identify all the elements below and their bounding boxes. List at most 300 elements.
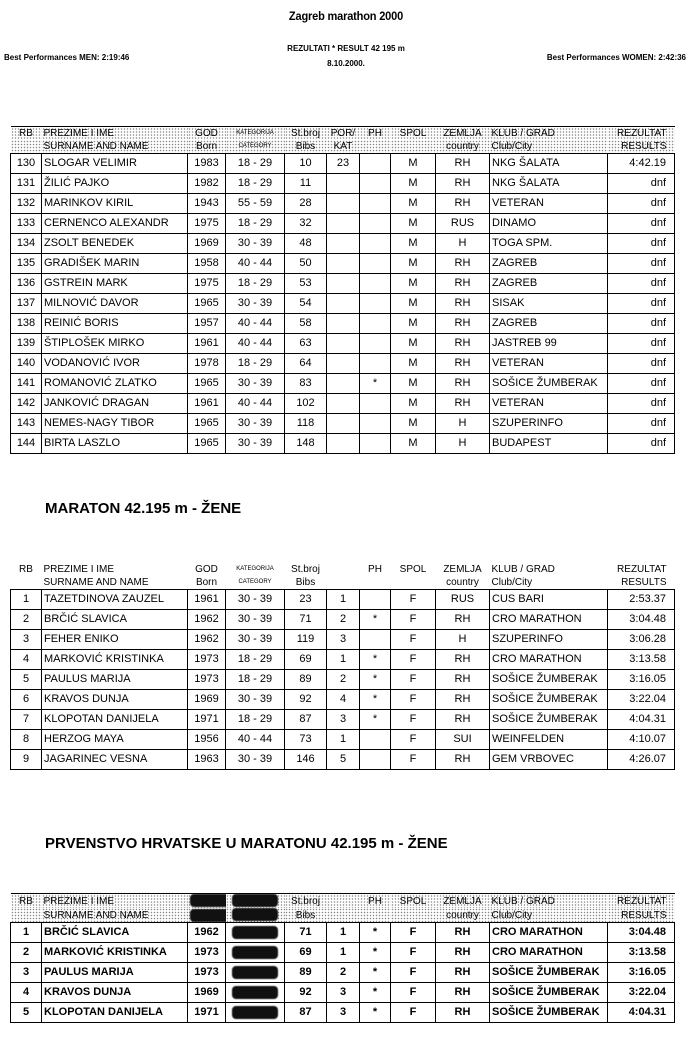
year-cell: 1973 <box>188 963 226 983</box>
col-header-club: KLUB / GRAD <box>490 127 608 141</box>
year-cell: 1965 <box>188 294 226 314</box>
result-cell: dnf <box>608 434 675 454</box>
name-cell: KRAVOS DUNJA <box>42 690 188 710</box>
table-row <box>11 943 675 963</box>
sex-cell: M <box>391 194 436 214</box>
position-cell: 2 <box>327 963 360 983</box>
country-cell: RH <box>436 394 490 414</box>
table-row <box>11 434 675 454</box>
ph-cell: * <box>360 1003 391 1023</box>
table-row <box>11 234 675 254</box>
year-cell: 1961 <box>188 394 226 414</box>
championship-results-table <box>10 893 675 1023</box>
name-cell: FEHER ENIKO <box>42 630 188 650</box>
position-cell: 3 <box>327 710 360 730</box>
col-header-sex: SPOL <box>399 564 427 575</box>
country-cell: RH <box>436 963 490 983</box>
rank-cell: 134 <box>11 234 42 254</box>
col-subheader-category <box>226 908 285 923</box>
table-row <box>11 650 675 670</box>
rank-cell: 8 <box>11 730 42 750</box>
col-subheader-name: SURNAME AND NAME <box>42 576 188 590</box>
redaction-mark <box>232 908 278 921</box>
ph-cell <box>360 294 391 314</box>
result-cell: dnf <box>608 314 675 334</box>
sex-cell: F <box>391 710 436 730</box>
category-cell: 30 - 39 <box>226 690 285 710</box>
sex-cell: M <box>391 434 436 454</box>
name-cell: GRADIŠEK MARIN <box>42 254 188 274</box>
year-cell: 1975 <box>188 274 226 294</box>
col-header-name: PREZIME I IME <box>42 127 188 141</box>
category-cell: 30 - 39 <box>226 610 285 630</box>
name-cell: JANKOVIĆ DRAGAN <box>42 394 188 414</box>
col-subheader-bib: Bibs <box>285 908 327 923</box>
country-cell: RH <box>436 334 490 354</box>
result-cell: dnf <box>608 334 675 354</box>
country-cell: RH <box>436 174 490 194</box>
country-cell: RH <box>436 610 490 630</box>
col-header-country: ZEMLJA <box>436 894 490 909</box>
category-cell: 18 - 29 <box>226 214 285 234</box>
name-cell: GSTREIN MARK <box>42 274 188 294</box>
bib-cell: 54 <box>285 294 327 314</box>
position-cell: 1 <box>327 650 360 670</box>
sex-cell: M <box>391 374 436 394</box>
position-cell <box>327 394 360 414</box>
col-header-country: ZEMLJA <box>436 127 490 141</box>
category-cell: 18 - 29 <box>226 670 285 690</box>
club-cell: VETERAN <box>490 354 608 374</box>
country-cell: H <box>436 234 490 254</box>
result-cell: 4:26.07 <box>608 750 675 770</box>
col-header-category: KATEGORIJA <box>226 127 285 141</box>
redaction-mark <box>232 894 278 907</box>
country-cell: RH <box>436 254 490 274</box>
redaction-mark <box>232 926 278 939</box>
col-subheader-year <box>188 908 226 923</box>
position-cell: 3 <box>327 1003 360 1023</box>
category-cell <box>226 963 285 983</box>
position-cell <box>327 214 360 234</box>
country-cell: H <box>436 630 490 650</box>
name-cell: BIRTA LASZLO <box>42 434 188 454</box>
col-subheader-result: RESULTS <box>608 576 675 590</box>
col-header-sex: SPOL <box>391 127 436 141</box>
col-subheader-sex <box>391 576 436 590</box>
col-subheader-pos <box>327 576 360 590</box>
col-header-sex: SPOL <box>391 894 436 909</box>
bib-cell: 63 <box>285 334 327 354</box>
ph-cell: * <box>360 670 391 690</box>
club-cell: ZAGREB <box>490 314 608 334</box>
rank-cell: 1 <box>11 923 42 943</box>
club-cell: SOŠICE ŽUMBERAK <box>490 983 608 1003</box>
bib-cell: 71 <box>285 923 327 943</box>
club-cell: GEM VRBOVEC <box>490 750 608 770</box>
ph-cell <box>360 234 391 254</box>
bib-cell: 48 <box>285 234 327 254</box>
year-cell: 1982 <box>188 174 226 194</box>
ph-cell <box>360 274 391 294</box>
table-row <box>11 983 675 1003</box>
rank-cell: 141 <box>11 374 42 394</box>
category-cell: 30 - 39 <box>226 750 285 770</box>
category-cell <box>226 923 285 943</box>
name-cell: NEMES-NAGY TIBOR <box>42 414 188 434</box>
bib-cell: 10 <box>285 154 327 174</box>
bib-cell: 11 <box>285 174 327 194</box>
sex-cell: F <box>391 730 436 750</box>
bib-cell: 83 <box>285 374 327 394</box>
ph-cell: * <box>360 374 391 394</box>
sex-cell: M <box>391 414 436 434</box>
result-cell: 3:16.05 <box>608 670 675 690</box>
col-subheader-rb <box>11 140 42 154</box>
col-subheader-sex <box>391 140 436 154</box>
table-row <box>11 414 675 434</box>
result-cell: 4:10.07 <box>608 730 675 750</box>
bib-cell: 118 <box>285 414 327 434</box>
col-header-name: PREZIME I IME <box>43 564 115 575</box>
bib-cell: 69 <box>285 943 327 963</box>
rank-cell: 3 <box>11 963 42 983</box>
category-cell: 55 - 59 <box>226 194 285 214</box>
position-cell <box>327 174 360 194</box>
rank-cell: 4 <box>11 983 42 1003</box>
country-cell: RH <box>436 690 490 710</box>
table-row <box>11 334 675 354</box>
name-cell: HERZOG MAYA <box>42 730 188 750</box>
sex-cell: M <box>391 334 436 354</box>
position-cell <box>327 354 360 374</box>
table-row <box>11 174 675 194</box>
sex-cell: M <box>391 174 436 194</box>
club-cell: BUDAPEST <box>490 434 608 454</box>
ph-cell <box>360 750 391 770</box>
result-cell: 4:04.31 <box>608 710 675 730</box>
club-cell: SZUPERINFO <box>490 630 608 650</box>
country-cell: H <box>436 414 490 434</box>
col-subheader-bib: Bibs <box>285 576 327 590</box>
women-results-table <box>10 563 675 770</box>
col-subheader-rb <box>11 576 42 590</box>
col-header-ph: PH <box>360 894 391 909</box>
name-cell: SLOGAR VELIMIR <box>42 154 188 174</box>
col-subheader-result: RESULTS <box>608 140 675 154</box>
col-header-name: PREZIME I IME <box>42 894 188 909</box>
category-cell: 40 - 44 <box>226 730 285 750</box>
sex-cell: M <box>391 314 436 334</box>
country-cell: RH <box>436 923 490 943</box>
name-cell: MARINKOV KIRIL <box>42 194 188 214</box>
year-cell: 1957 <box>188 314 226 334</box>
country-cell: SUI <box>436 730 490 750</box>
rank-cell: 130 <box>11 154 42 174</box>
ph-cell: * <box>360 650 391 670</box>
category-cell: 30 - 39 <box>226 294 285 314</box>
col-subheader-ph <box>360 908 391 923</box>
table-row <box>11 923 675 943</box>
year-cell: 1978 <box>188 354 226 374</box>
club-cell: VETERAN <box>490 394 608 414</box>
club-cell: SZUPERINFO <box>490 414 608 434</box>
rank-cell: 139 <box>11 334 42 354</box>
club-cell: SOŠICE ŽUMBERAK <box>490 374 608 394</box>
category-cell: 40 - 44 <box>226 394 285 414</box>
sex-cell: M <box>391 274 436 294</box>
club-cell: DINAMO <box>490 214 608 234</box>
category-cell: 30 - 39 <box>226 630 285 650</box>
category-cell: 30 - 39 <box>226 590 285 610</box>
category-cell: 30 - 39 <box>226 414 285 434</box>
ph-cell <box>360 630 391 650</box>
rank-cell: 132 <box>11 194 42 214</box>
result-cell: dnf <box>608 234 675 254</box>
col-subheader-category: CATEGORY <box>226 140 285 154</box>
result-cell: 3:06.28 <box>608 630 675 650</box>
result-cell: 3:04.48 <box>608 923 675 943</box>
col-header-result: REZULTAT <box>608 127 675 141</box>
year-cell: 1973 <box>188 670 226 690</box>
col-header-result: REZULTAT <box>608 894 675 909</box>
category-cell: 18 - 29 <box>226 154 285 174</box>
col-subheader-year: Born <box>188 576 226 590</box>
ph-cell <box>360 254 391 274</box>
category-cell: 40 - 44 <box>226 314 285 334</box>
table-row <box>11 214 675 234</box>
rank-cell: 140 <box>11 354 42 374</box>
ph-cell <box>360 590 391 610</box>
name-cell: PAULUS MARIJA <box>42 963 188 983</box>
document-title: Zagreb marathon 2000 <box>288 9 404 23</box>
bib-cell: 73 <box>285 730 327 750</box>
rank-cell: 1 <box>11 590 42 610</box>
col-header-bib: St.broj <box>291 564 320 575</box>
name-cell: ŽILIĆ PAJKO <box>42 174 188 194</box>
year-cell: 1962 <box>188 610 226 630</box>
category-cell: 30 - 39 <box>226 374 285 394</box>
country-cell: H <box>436 434 490 454</box>
sex-cell: M <box>391 234 436 254</box>
bib-cell: 23 <box>285 590 327 610</box>
bib-cell: 89 <box>285 963 327 983</box>
rank-cell: 4 <box>11 650 42 670</box>
result-cell: 3:16.05 <box>608 963 675 983</box>
year-cell: 1961 <box>188 334 226 354</box>
position-cell: 3 <box>327 983 360 1003</box>
bib-cell: 87 <box>285 710 327 730</box>
rank-cell: 133 <box>11 214 42 234</box>
year-cell: 1975 <box>188 214 226 234</box>
table-row <box>11 374 675 394</box>
name-cell: KLOPOTAN DANIJELA <box>42 710 188 730</box>
col-header-bib: St.broj <box>285 127 327 141</box>
position-cell: 5 <box>327 750 360 770</box>
ph-cell <box>360 194 391 214</box>
col-header-pos <box>327 563 360 576</box>
col-subheader-ph <box>360 576 391 590</box>
col-subheader-pos <box>327 908 360 923</box>
rank-cell: 2 <box>11 943 42 963</box>
result-cell: dnf <box>608 394 675 414</box>
col-subheader-result: RESULTS <box>608 908 675 923</box>
ph-cell <box>360 314 391 334</box>
rank-cell: 7 <box>11 710 42 730</box>
year-cell: 1971 <box>188 1003 226 1023</box>
ph-cell: * <box>360 963 391 983</box>
name-cell: MARKOVIĆ KRISTINKA <box>42 650 188 670</box>
col-subheader-category: CATEGORY <box>226 576 285 590</box>
name-cell: MILNOVIĆ DAVOR <box>42 294 188 314</box>
year-cell: 1969 <box>188 690 226 710</box>
country-cell: RUS <box>436 590 490 610</box>
ph-cell <box>360 354 391 374</box>
club-cell: NKG ŠALATA <box>490 154 608 174</box>
bib-cell: 71 <box>285 610 327 630</box>
rank-cell: 144 <box>11 434 42 454</box>
year-cell: 1969 <box>188 983 226 1003</box>
table-row <box>11 710 675 730</box>
sex-cell: M <box>391 214 436 234</box>
ph-cell <box>360 154 391 174</box>
position-cell <box>327 194 360 214</box>
name-cell: MARKOVIĆ KRISTINKA <box>42 943 188 963</box>
name-cell: BRČIĆ SLAVICA <box>42 923 188 943</box>
bib-cell: 92 <box>285 983 327 1003</box>
name-cell: BRČIĆ SLAVICA <box>42 610 188 630</box>
sex-cell: F <box>391 983 436 1003</box>
result-cell: 3:22.04 <box>608 690 675 710</box>
redaction-mark <box>232 946 278 959</box>
ph-cell <box>360 174 391 194</box>
result-cell: dnf <box>608 414 675 434</box>
table-row <box>11 630 675 650</box>
year-cell: 1965 <box>188 374 226 394</box>
name-cell: CERNENCO ALEXANDR <box>42 214 188 234</box>
country-cell: RH <box>436 274 490 294</box>
name-cell: ZSOLT BENEDEK <box>42 234 188 254</box>
result-cell: dnf <box>608 354 675 374</box>
men-results-table <box>10 126 675 454</box>
sex-cell: F <box>391 650 436 670</box>
bib-cell: 92 <box>285 690 327 710</box>
year-cell: 1965 <box>188 434 226 454</box>
result-cell: dnf <box>608 274 675 294</box>
table-row <box>11 670 675 690</box>
rank-cell: 143 <box>11 414 42 434</box>
bib-cell: 89 <box>285 670 327 690</box>
rank-cell: 5 <box>11 1003 42 1023</box>
year-cell: 1973 <box>188 650 226 670</box>
club-cell: VETERAN <box>490 194 608 214</box>
col-subheader-club: Club/City <box>490 140 608 154</box>
country-cell: RH <box>436 154 490 174</box>
category-cell <box>226 983 285 1003</box>
rank-cell: 131 <box>11 174 42 194</box>
position-cell: 2 <box>327 670 360 690</box>
club-cell: CUS BARI <box>490 590 608 610</box>
bib-cell: 69 <box>285 650 327 670</box>
result-cell: dnf <box>608 294 675 314</box>
position-cell <box>327 414 360 434</box>
col-subheader-year: Born <box>188 140 226 154</box>
year-cell: 1983 <box>188 154 226 174</box>
bib-cell: 50 <box>285 254 327 274</box>
rank-cell: 136 <box>11 274 42 294</box>
category-cell: 30 - 39 <box>226 434 285 454</box>
col-subheader-bib: Bibs <box>285 140 327 154</box>
rank-cell: 6 <box>11 690 42 710</box>
year-cell: 1962 <box>188 923 226 943</box>
club-cell: ZAGREB <box>490 254 608 274</box>
year-cell: 1973 <box>188 943 226 963</box>
col-subheader-rb <box>11 908 42 923</box>
bib-cell: 58 <box>285 314 327 334</box>
club-cell: SISAK <box>490 294 608 314</box>
bib-cell: 32 <box>285 214 327 234</box>
name-cell: TAZETDINOVA ZAUZEL <box>42 590 188 610</box>
section-title-women: MARATON 42.195 m - ŽENE <box>45 500 242 517</box>
col-header-club: KLUB / GRAD <box>490 894 608 909</box>
col-header-club: KLUB / GRAD <box>491 564 555 575</box>
table-row <box>11 194 675 214</box>
col-header-category <box>226 894 285 909</box>
club-cell: ZAGREB <box>490 274 608 294</box>
bib-cell: 148 <box>285 434 327 454</box>
col-subheader-name: SURNAME AND NAME <box>42 140 188 154</box>
name-cell: JAGARINEC VESNA <box>42 750 188 770</box>
table-row <box>11 963 675 983</box>
position-cell <box>327 254 360 274</box>
redaction-mark <box>190 894 226 907</box>
club-cell: SOŠICE ŽUMBERAK <box>490 690 608 710</box>
position-cell: 4 <box>327 690 360 710</box>
club-cell: CRO MARATHON <box>490 943 608 963</box>
sex-cell: M <box>391 154 436 174</box>
sex-cell: F <box>391 1003 436 1023</box>
redaction-mark <box>190 909 226 922</box>
ph-cell: * <box>360 983 391 1003</box>
year-cell: 1958 <box>188 254 226 274</box>
country-cell: RH <box>436 650 490 670</box>
sex-cell: F <box>391 923 436 943</box>
sex-cell: M <box>391 254 436 274</box>
country-cell: RH <box>436 750 490 770</box>
sex-cell: F <box>391 943 436 963</box>
col-subheader-pos: KAT <box>327 140 360 154</box>
redaction-mark <box>232 986 278 999</box>
bib-cell: 87 <box>285 1003 327 1023</box>
position-cell: 1 <box>327 943 360 963</box>
category-cell: 18 - 29 <box>226 710 285 730</box>
country-cell: RH <box>436 1003 490 1023</box>
col-subheader-name: SURNAME AND NAME <box>42 908 188 923</box>
result-cell: dnf <box>608 374 675 394</box>
col-header-pos <box>327 894 360 909</box>
ph-cell <box>360 394 391 414</box>
rank-cell: 142 <box>11 394 42 414</box>
table-row <box>11 314 675 334</box>
ph-cell <box>360 214 391 234</box>
col-header-rb: RB <box>11 894 42 909</box>
bib-cell: 53 <box>285 274 327 294</box>
result-cell: dnf <box>608 194 675 214</box>
country-cell: RH <box>436 294 490 314</box>
position-cell <box>327 274 360 294</box>
col-header-year <box>188 894 226 909</box>
club-cell: TOGA SPM. <box>490 234 608 254</box>
